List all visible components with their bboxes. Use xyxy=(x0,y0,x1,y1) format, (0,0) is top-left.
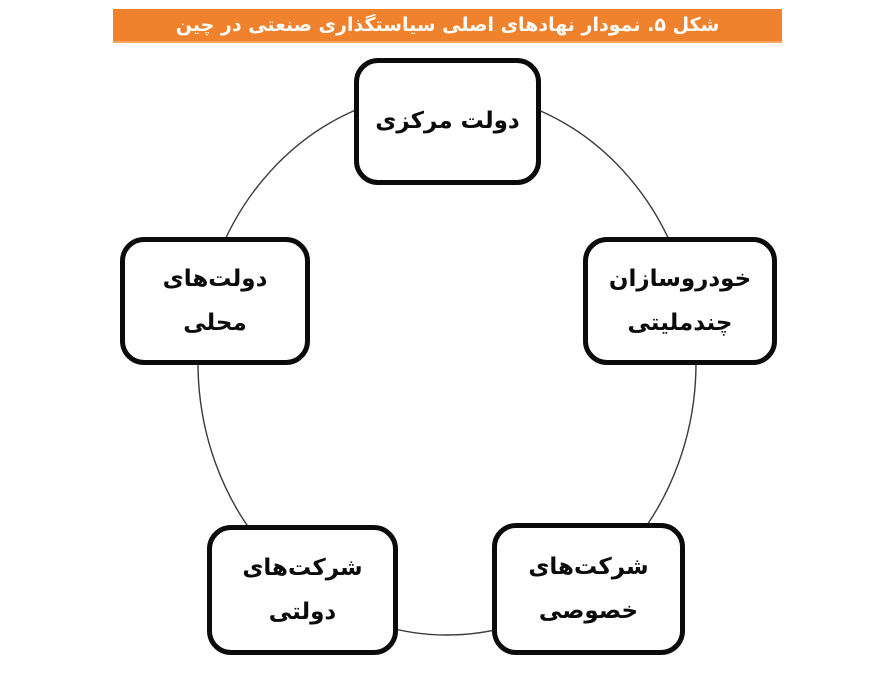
node-multinational-automakers xyxy=(583,237,777,365)
node-multinational-automakers-line2: چندملیتی xyxy=(627,309,733,336)
node-private-companies-line2: خصوصی xyxy=(538,597,639,624)
node-multinational-automakers-line1: خودروسازان xyxy=(608,266,752,293)
node-state-owned-companies-line1: شرکت‌های xyxy=(242,555,363,582)
node-local-governments-line1: دولت‌های xyxy=(162,266,268,293)
node-central-government xyxy=(354,58,541,185)
node-private-companies-line1: شرکت‌های xyxy=(528,554,649,581)
node-state-owned-companies-line2: دولتی xyxy=(268,598,337,625)
node-central-government-label: دولت مرکزی xyxy=(375,108,520,135)
node-state-owned-companies xyxy=(207,525,398,655)
node-local-governments xyxy=(120,237,310,365)
node-private-companies xyxy=(492,523,685,655)
figure-caption-text: شکل ۵. نمودار نهادهای اصلی سیاستگذاری صنعتی در چین xyxy=(175,13,720,36)
node-local-governments-line2: محلی xyxy=(183,309,247,336)
